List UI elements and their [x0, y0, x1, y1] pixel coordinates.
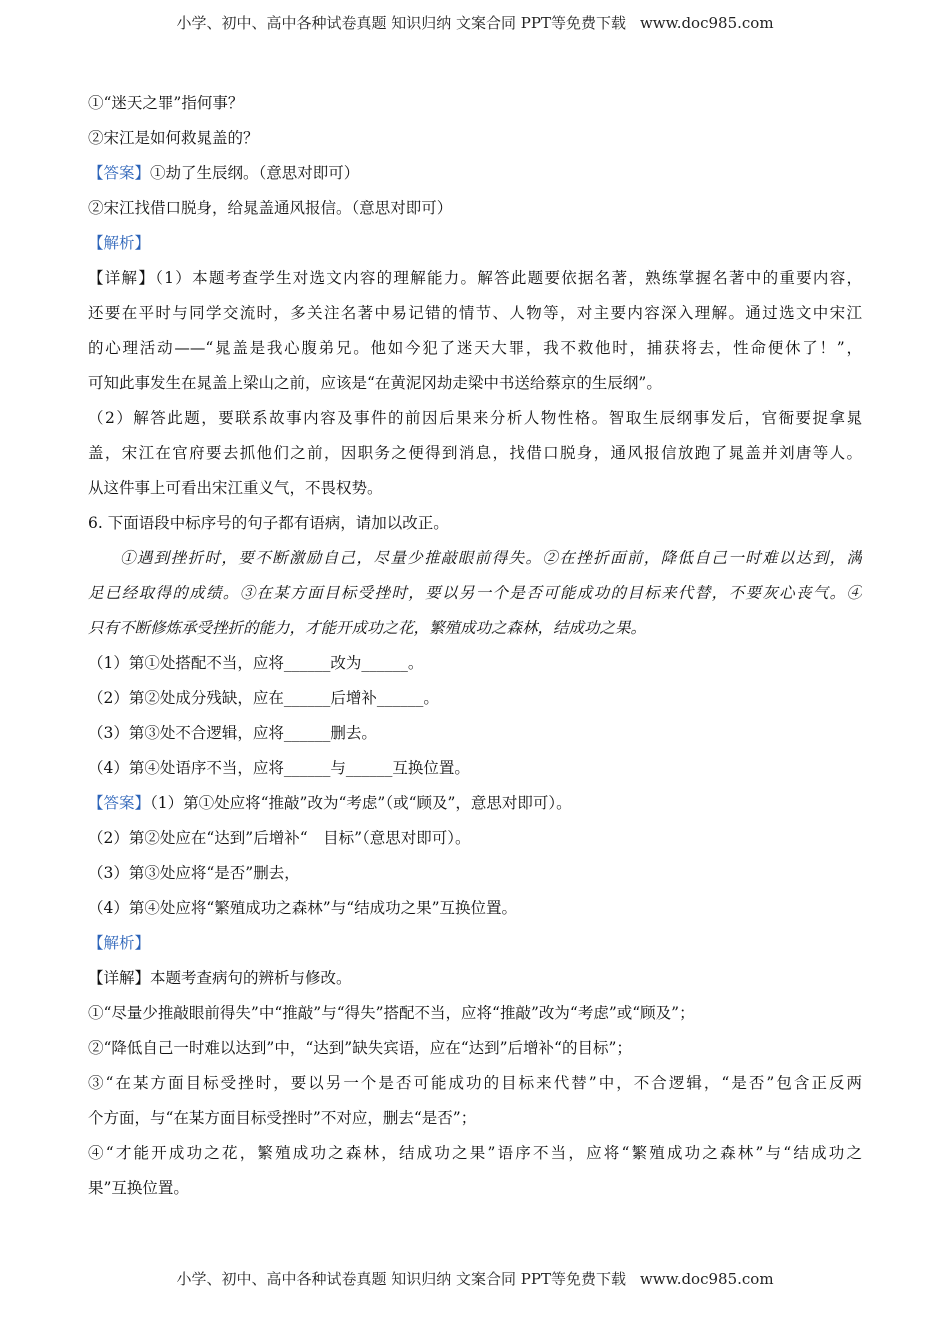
- q5-detail-line: 从这件事上可看出宋江重义气，不畏权势。: [88, 479, 383, 497]
- page-footer: [0, 1268, 950, 1289]
- q5-analysis-tag: 【解析】: [88, 234, 151, 252]
- q6-answer-line-1: [88, 786, 862, 821]
- document-body: [88, 86, 862, 1206]
- q6-item-2: （2）第②处成分残缺，应在______后增补______。: [88, 689, 439, 707]
- q6-detail-line: 果”互换位置。: [88, 1179, 189, 1197]
- footer-text: 小学、初中、高中各种试卷真题 知识归纳 文案合同 PPT等免费下载: [176, 1270, 626, 1288]
- q5-answer-line-1: [88, 156, 862, 191]
- q6-detail-line: 【详解】本题考查病句的辨析与修改。: [88, 969, 352, 987]
- footer-url[interactable]: www.doc985.com: [639, 1270, 774, 1288]
- q6-passage-line: 足已经取得的成绩。③在某方面目标受挫时，要以另一个是否可能成功的目标来代替，不要灰心丧气。④: [88, 584, 862, 602]
- answer-tag: 【答案】: [88, 164, 151, 182]
- q6-detail-line: 个方面，与“在某方面目标受挫时”不对应，删去“是否”；: [88, 1109, 477, 1127]
- q6-analysis-tag: 【解析】: [88, 934, 151, 952]
- q6-detail-line: ③“在某方面目标受挫时，要以另一个是否可能成功的目标来代替”中，不合逻辑，“是否”包含正反两: [88, 1074, 862, 1092]
- q6-answer-3: （3）第③处应将“是否”删去，: [88, 864, 300, 882]
- q5-sub-question-2: ②宋江是如何救晁盖的？: [88, 129, 259, 147]
- q6-answer-2: （2）第②处应在“达到”后增补“ 目标”（意思对即可）。: [88, 829, 471, 847]
- q6-detail-line: ①“尽量少推敲眼前得失”中“推敲”与“得失”搭配不当，应将“推敲”改为“考虑”或“顾及”；: [88, 1004, 695, 1022]
- q6-title: 6. 下面语段中标序号的句子都有语病，请加以改正。: [88, 514, 449, 532]
- q6-detail-line: ②“降低自己一时难以达到”中，“达到”缺失宾语，应在“达到”后增补“的目标”；: [88, 1039, 632, 1057]
- q5-detail-line: 【详解】（1）本题考查学生对选文内容的理解能力。解答此题要依据名著，熟练掌握名著中的重要内容，: [88, 269, 862, 287]
- page-header: [0, 12, 950, 33]
- q5-answer-2: ②宋江找借口脱身，给晁盖通风报信。（意思对即可）: [88, 199, 453, 217]
- q6-answer-1: （1）第①处应将“推敲”改为“考虑”（或“顾及”，意思对即可）。: [150, 794, 572, 812]
- q5-detail-line: 还要在平时与同学交流时，多关注名著中易记错的情节、人物等，对主要内容深入理解。通过选文中宋江: [88, 304, 862, 322]
- q6-answer-4: （4）第④处应将“繁殖成功之森林”与“结成功之果”互换位置。: [88, 899, 518, 917]
- header-text: 小学、初中、高中各种试卷真题 知识归纳 文案合同 PPT等免费下载: [176, 14, 626, 32]
- header-url[interactable]: www.doc985.com: [639, 14, 774, 32]
- q6-passage-line: ①遇到挫折时，要不断激励自己，尽量少推敲眼前得失。②在挫折面前，降低自己一时难以达到，满: [120, 549, 862, 567]
- q5-sub-question-1: ①“迷天之罪”指何事？: [88, 94, 244, 112]
- q6-passage-line: 只有不断修炼承受挫折的能力，才能开成功之花，繁殖成功之森林，结成功之果。: [88, 619, 647, 637]
- answer-tag: 【答案】: [88, 794, 151, 812]
- q5-detail-line: 盖，宋江在官府要去抓他们之前，因职务之便得到消息，找借口脱身，通风报信放跑了晁盖并刘唐等人。: [88, 444, 862, 462]
- q6-item-4: （4）第④处语序不当，应将______与______互换位置。: [88, 759, 470, 777]
- q6-item-1: （1）第①处搭配不当，应将______改为______。: [88, 654, 424, 672]
- q5-detail-line: 的心理活动——“晁盖是我心腹弟兄。他如今犯了迷天大罪，我不救他时，捕获将去，性命便休了！”，: [88, 339, 862, 357]
- q6-detail-line: ④“才能开成功之花，繁殖成功之森林，结成功之果”语序不当，应将“繁殖成功之森林”与“结成功之: [88, 1144, 862, 1162]
- q5-detail-line: 可知此事发生在晁盖上梁山之前，应该是“在黄泥冈劫走梁中书送给蔡京的生辰纲”。: [88, 374, 662, 392]
- q6-item-3: （3）第③处不合逻辑，应将______删去。: [88, 724, 377, 742]
- q5-answer-1: ①劫了生辰纲。（意思对即可）: [150, 164, 360, 182]
- q5-detail-line: （2）解答此题，要联系故事内容及事件的前因后果来分析人物性格。智取生辰纲事发后，官衙要捉拿晁: [88, 409, 862, 427]
